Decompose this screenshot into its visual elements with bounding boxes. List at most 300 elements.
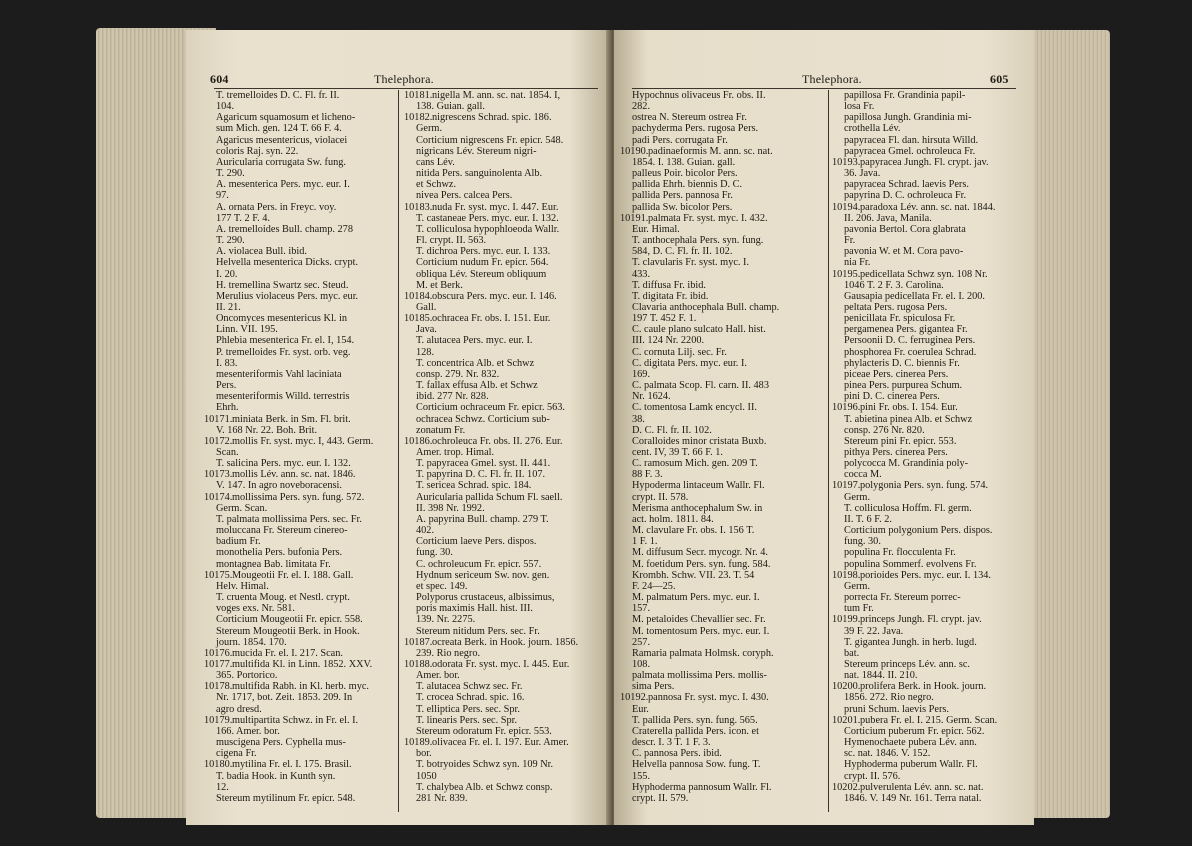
entry-text: ochracea Schwz. Corticium sub- bbox=[416, 413, 550, 425]
left-page bbox=[186, 30, 612, 825]
entry-text: populina Sommerf. evolvens Fr. bbox=[844, 558, 977, 570]
entry-text: T. alutacea Pers. myc. eur. I. bbox=[416, 335, 533, 347]
entry-text: 584, D. C. Fl. fr. II. 102. bbox=[632, 246, 733, 258]
entry-text: T. linearis Pers. sec. Spr. bbox=[416, 714, 518, 726]
entry-text: Corticium ochraceum Fr. epicr. 563. bbox=[416, 402, 565, 414]
entry-line bbox=[404, 793, 604, 804]
entry-line bbox=[404, 547, 604, 558]
entry-text: Corticium puberum Fr. epicr. 562. bbox=[844, 725, 985, 737]
entry-line bbox=[620, 480, 822, 491]
entry-text: Hydnum sericeum Sw. nov. gen. bbox=[416, 569, 550, 581]
entry-line bbox=[620, 726, 822, 737]
entry-text: nia Fr. bbox=[844, 257, 871, 269]
entry-line bbox=[404, 692, 604, 703]
entry-line bbox=[204, 637, 404, 648]
entry-line bbox=[204, 369, 404, 380]
entry-text: Agaricus mesentericus, violacei bbox=[216, 134, 348, 146]
entry-line bbox=[404, 469, 604, 480]
entry-text: peltata Pers. rugosa Pers. bbox=[844, 301, 948, 313]
entry-line bbox=[204, 726, 404, 737]
entry-line bbox=[404, 168, 604, 179]
entry-text: Coralloides minor cristata Buxb. bbox=[632, 435, 767, 447]
entry-line bbox=[620, 793, 822, 804]
entry-text: T. clavularis Fr. syst. myc. I. bbox=[632, 257, 750, 269]
entry-line bbox=[404, 480, 604, 491]
entry-text: Java. bbox=[416, 324, 437, 336]
entry-line bbox=[832, 670, 1032, 681]
entry-line bbox=[832, 626, 1032, 637]
entry-text: coloris Raj. syn. 22. bbox=[216, 145, 299, 157]
entry-line bbox=[404, 525, 604, 536]
entry-text: H. tremellina Swartz sec. Steud. bbox=[216, 279, 349, 291]
entry-text: 155. bbox=[632, 770, 651, 782]
entry-text: 402. bbox=[416, 525, 435, 537]
entry-line bbox=[832, 291, 1032, 302]
entry-text: palmata mollissima Pers. mollis- bbox=[632, 670, 767, 682]
entry-line bbox=[204, 559, 404, 570]
entry-text: obliqua Lév. Stereum obliquum bbox=[416, 268, 547, 280]
entry-line bbox=[620, 302, 822, 313]
entry-line bbox=[404, 190, 604, 201]
entry-text: pini Fr. obs. I. 154. Eur. bbox=[860, 402, 958, 414]
entry-number: 10187. bbox=[404, 636, 433, 648]
entry-text: T. cruenta Moug. et Nestl. crypt. bbox=[216, 592, 350, 604]
entry-number: 10179. bbox=[204, 714, 233, 726]
entry-line bbox=[832, 112, 1032, 123]
entry-text: 157. bbox=[632, 603, 651, 615]
entry-line bbox=[620, 112, 822, 123]
species-entry bbox=[832, 480, 1032, 491]
entry-line bbox=[204, 480, 404, 491]
entry-text: fung. 30. bbox=[416, 547, 453, 559]
entry-text: mucida Fr. el. I. 217. Scan. bbox=[232, 647, 343, 659]
entry-text: 281 Nr. 839. bbox=[416, 792, 468, 804]
entry-text: Pers. bbox=[216, 380, 237, 392]
species-entry bbox=[620, 213, 822, 224]
entry-line bbox=[620, 90, 822, 101]
entry-text: 1846. V. 149 Nr. 161. Terra natal. bbox=[844, 792, 982, 804]
entry-line bbox=[832, 146, 1032, 157]
entry-number: 10199. bbox=[832, 614, 861, 626]
entry-text: Polyporus crustaceus, albissimus, bbox=[416, 592, 555, 604]
entry-line bbox=[620, 670, 822, 681]
entry-text: multifida Rabh. in Kl. herb. myc. bbox=[232, 681, 369, 693]
species-entry bbox=[404, 291, 604, 302]
entry-line bbox=[832, 492, 1032, 503]
right-head-rule bbox=[632, 88, 1016, 89]
entry-number: 10200. bbox=[832, 681, 861, 693]
entry-text: Hypochnus olivaceus Fr. obs. II. bbox=[632, 90, 766, 101]
entry-line bbox=[832, 257, 1032, 268]
species-entry bbox=[404, 202, 604, 213]
entry-line bbox=[832, 280, 1032, 291]
entry-text: P. tremelloides Fr. syst. orb. veg. bbox=[216, 346, 351, 358]
entry-line bbox=[620, 648, 822, 659]
entry-line bbox=[404, 670, 604, 681]
entry-text: 12. bbox=[216, 781, 229, 793]
entry-line bbox=[204, 614, 404, 625]
entry-line bbox=[204, 302, 404, 313]
entry-line bbox=[620, 559, 822, 570]
entry-text: bor. bbox=[416, 748, 432, 760]
species-entry bbox=[832, 402, 1032, 413]
entry-text: F. 24—25. bbox=[632, 580, 676, 592]
entry-line bbox=[620, 771, 822, 782]
entry-text: 138. Guian. gall. bbox=[416, 101, 485, 113]
entry-number: 10196. bbox=[832, 402, 861, 414]
entry-text: cigena Fr. bbox=[216, 748, 257, 760]
entry-text: nivea Pers. calcea Pers. bbox=[416, 190, 513, 202]
entry-line bbox=[204, 90, 404, 101]
entry-line bbox=[404, 570, 604, 581]
entry-line bbox=[404, 726, 604, 737]
entry-number: 10184. bbox=[404, 290, 433, 302]
entry-line bbox=[832, 447, 1032, 458]
entry-text: T. diffusa Fr. ibid. bbox=[632, 279, 706, 291]
right-running-head: Thelephora. bbox=[802, 72, 862, 86]
entry-text: voges exs. Nr. 581. bbox=[216, 603, 295, 615]
entry-text: 39 F. 22. Java. bbox=[844, 625, 904, 637]
entry-line bbox=[832, 246, 1032, 257]
entry-line bbox=[204, 224, 404, 235]
entry-line bbox=[832, 603, 1032, 614]
entry-text: Ehrh. bbox=[216, 402, 239, 414]
entry-line bbox=[832, 771, 1032, 782]
entry-text: Clavaria anthocephala Bull. champ. bbox=[632, 301, 780, 313]
right-column-divider bbox=[828, 90, 829, 812]
entry-line bbox=[832, 637, 1032, 648]
entry-line bbox=[204, 358, 404, 369]
entry-text: et spec. 149. bbox=[416, 580, 468, 592]
entry-number: 10172. bbox=[204, 435, 233, 447]
species-entry bbox=[620, 692, 822, 703]
entry-line bbox=[832, 659, 1032, 670]
entry-line bbox=[204, 335, 404, 346]
entry-number: 10171. bbox=[204, 413, 233, 425]
entry-line bbox=[620, 101, 822, 112]
entry-line bbox=[620, 525, 822, 536]
entry-line bbox=[204, 581, 404, 592]
entry-line bbox=[832, 179, 1032, 190]
entry-text: V. 147. In agro noveboracensi. bbox=[216, 480, 342, 492]
entry-line bbox=[404, 391, 604, 402]
species-entry bbox=[832, 715, 1032, 726]
entry-line bbox=[620, 425, 822, 436]
species-entry bbox=[204, 759, 404, 770]
entry-line bbox=[204, 547, 404, 558]
entry-number: 10201. bbox=[832, 714, 861, 726]
species-entry bbox=[832, 202, 1032, 213]
species-entry bbox=[832, 570, 1032, 581]
species-entry bbox=[404, 112, 604, 123]
entry-text: mollis Fr. syst. myc. I, 443. Germ. bbox=[232, 435, 374, 447]
entry-line bbox=[620, 190, 822, 201]
species-entry bbox=[404, 637, 604, 648]
entry-text: M. palmatum Pers. myc. eur. I. bbox=[632, 592, 760, 604]
entry-text: T. sericea Schrad. spic. 184. bbox=[416, 480, 532, 492]
entry-line bbox=[204, 257, 404, 268]
entry-text: papyracea Gmel. ochroleuca Fr. bbox=[844, 145, 976, 157]
entry-text: padinaeformis M. ann. sc. nat. bbox=[648, 145, 773, 157]
entry-line bbox=[620, 380, 822, 391]
entry-text: pavonia Bertol. Cora glabrata bbox=[844, 223, 966, 235]
species-entry bbox=[832, 614, 1032, 625]
entry-line bbox=[620, 637, 822, 648]
entry-text: C. ramosum Mich. gen. 209 T. bbox=[632, 458, 758, 470]
entry-number: 10189. bbox=[404, 737, 433, 749]
entry-line bbox=[404, 536, 604, 547]
entry-line bbox=[404, 335, 604, 346]
entry-line bbox=[404, 280, 604, 291]
entry-text: Auricularia pallida Schum Fl. saell. bbox=[416, 491, 563, 503]
entry-text: prolifera Berk. in Hook. journ. bbox=[860, 681, 987, 693]
species-entry bbox=[832, 157, 1032, 168]
entry-text: I. 20. bbox=[216, 268, 238, 280]
entry-text: Persoonii D. C. ferruginea Pers. bbox=[844, 335, 976, 347]
entry-text: papyracea Fl. dan. hirsuta Willd. bbox=[844, 134, 979, 146]
entry-line bbox=[620, 704, 822, 715]
entry-line bbox=[204, 525, 404, 536]
entry-text: T. badia Hook. in Kunth syn. bbox=[216, 770, 336, 782]
entry-line bbox=[204, 425, 404, 436]
entry-text: Germ. bbox=[844, 580, 871, 592]
entry-line bbox=[204, 782, 404, 793]
entry-text: T. crocea Schrad. spic. 16. bbox=[416, 692, 525, 704]
entry-number: 10202. bbox=[832, 781, 861, 793]
entry-text: monothelia Pers. bufonia Pers. bbox=[216, 547, 343, 559]
entry-line bbox=[204, 347, 404, 358]
entry-text: T. palmata mollissima Pers. sec. Fr. bbox=[216, 513, 362, 525]
entry-line bbox=[620, 659, 822, 670]
entry-line bbox=[620, 458, 822, 469]
entry-text: crypt. II. 579. bbox=[632, 792, 689, 804]
entry-number: 10192. bbox=[620, 692, 649, 704]
entry-text: cocca M. bbox=[844, 469, 882, 481]
species-entry bbox=[404, 436, 604, 447]
species-entry bbox=[204, 648, 404, 659]
right-page bbox=[614, 30, 1034, 825]
entry-text: T. concentrica Alb. et Schwz bbox=[416, 357, 535, 369]
entry-text: consp. 279. Nr. 832. bbox=[416, 368, 500, 380]
entry-line bbox=[832, 737, 1032, 748]
entry-line bbox=[404, 269, 604, 280]
entry-line bbox=[832, 793, 1032, 804]
entry-line bbox=[204, 793, 404, 804]
entry-text: C. tomentosa Lamk encycl. II. bbox=[632, 402, 757, 414]
entry-line bbox=[620, 157, 822, 168]
entry-text: mollissima Pers. syn. fung. 572. bbox=[232, 491, 365, 503]
entry-number: 10178. bbox=[204, 681, 233, 693]
entry-line bbox=[620, 347, 822, 358]
entry-line bbox=[620, 123, 822, 134]
entry-text: pavonia W. et M. Cora pavo- bbox=[844, 246, 964, 258]
left-column-2 bbox=[404, 90, 604, 804]
entry-line bbox=[620, 391, 822, 402]
entry-text: tum Fr. bbox=[844, 603, 874, 615]
entry-text: pedicellata Schwz syn. 108 Nr. bbox=[860, 268, 988, 280]
entry-text: montagnea Bab. limitata Fr. bbox=[216, 558, 331, 570]
entry-text: A. papyrina Bull. champ. 279 T. bbox=[416, 513, 549, 525]
entry-text: T. dichroa Pers. myc. eur. I. 133. bbox=[416, 246, 551, 258]
entry-line bbox=[620, 626, 822, 637]
entry-line bbox=[404, 759, 604, 770]
entry-line bbox=[404, 358, 604, 369]
entry-line bbox=[204, 380, 404, 391]
entry-line bbox=[620, 492, 822, 503]
entry-text: T. abietina pinea Alb. et Schwz bbox=[844, 413, 973, 425]
entry-text: Stereum odoratum Fr. epicr. 553. bbox=[416, 725, 552, 737]
entry-text: T. 290. bbox=[216, 168, 245, 180]
entry-text: phosphorea Fr. coerulea Schrad. bbox=[844, 346, 977, 358]
entry-line bbox=[404, 514, 604, 525]
entry-line bbox=[832, 503, 1032, 514]
entry-text: consp. 276 Nr. 820. bbox=[844, 424, 925, 436]
entry-line bbox=[204, 514, 404, 525]
entry-text: polycocca M. Grandinia poly- bbox=[844, 458, 969, 470]
entry-text: pallida Pers. pannosa Fr. bbox=[632, 190, 733, 202]
entry-line bbox=[204, 603, 404, 614]
entry-text: papyracea Jungh. Fl. crypt. jav. bbox=[860, 156, 989, 168]
entry-line bbox=[404, 704, 604, 715]
entry-text: et Schwz. bbox=[416, 179, 457, 191]
entry-line bbox=[832, 90, 1032, 101]
entry-line bbox=[404, 603, 604, 614]
entry-text: 239. Rio negro. bbox=[416, 647, 481, 659]
species-entry bbox=[832, 782, 1032, 793]
entry-text: V. 168 Nr. 22. Boh. Brit. bbox=[216, 424, 318, 436]
entry-line bbox=[204, 168, 404, 179]
entry-text: Phlebia mesenterica Fr. el. I, 154. bbox=[216, 335, 355, 347]
entry-text: princeps Jungh. Fl. crypt. jav. bbox=[860, 614, 982, 626]
entry-text: 128. bbox=[416, 346, 435, 358]
entry-text: II. 398 Nr. 1992. bbox=[416, 502, 485, 514]
entry-line bbox=[204, 592, 404, 603]
entry-text: odorata Fr. syst. myc. I. 445. Eur. bbox=[432, 658, 570, 670]
entry-line bbox=[404, 347, 604, 358]
entry-text: M. petaloides Chevallier sec. Fr. bbox=[632, 614, 766, 626]
entry-text: 139. Nr. 2275. bbox=[416, 614, 476, 626]
entry-text: losa Fr. bbox=[844, 101, 875, 113]
entry-text: Eur. bbox=[632, 703, 649, 715]
entry-text: 108. bbox=[632, 658, 651, 670]
entry-text: crypt. II. 576. bbox=[844, 770, 901, 782]
entry-line bbox=[204, 692, 404, 703]
entry-line bbox=[620, 536, 822, 547]
entry-text: 257. bbox=[632, 636, 651, 648]
entry-line bbox=[204, 123, 404, 134]
entry-text: C. caule plano sulcato Hall. hist. bbox=[632, 324, 766, 336]
entry-line bbox=[204, 391, 404, 402]
entry-text: D. C. Fl. fr. II. 102. bbox=[632, 424, 712, 436]
entry-text: multifida Kl. in Linn. 1852. XXV. bbox=[232, 658, 373, 670]
entry-line bbox=[832, 592, 1032, 603]
entry-text: Helvella mesenterica Dicks. crypt. bbox=[216, 257, 359, 269]
entry-line bbox=[204, 246, 404, 257]
entry-line bbox=[620, 179, 822, 190]
entry-text: 88 F. 3. bbox=[632, 469, 663, 481]
entry-text: Nr. 1624. bbox=[632, 391, 671, 403]
entry-text: Agaricum squamosum et licheno- bbox=[216, 112, 356, 124]
entry-line bbox=[404, 324, 604, 335]
entry-text: T. papyracea Gmel. syst. II. 441. bbox=[416, 458, 551, 470]
entry-text: pachyderma Pers. rugosa Pers. bbox=[632, 123, 759, 135]
entry-text: muscigena Pers. Cyphella mus- bbox=[216, 737, 346, 749]
entry-text: C. pannosa Pers. ibid. bbox=[632, 748, 722, 760]
entry-line bbox=[620, 748, 822, 759]
entry-line bbox=[832, 324, 1032, 335]
entry-text: Hymenochaete pubera Lév. ann. bbox=[844, 737, 977, 749]
entry-text: Fr. bbox=[844, 235, 856, 247]
entry-line bbox=[832, 759, 1032, 770]
entry-line bbox=[620, 168, 822, 179]
entry-line bbox=[620, 280, 822, 291]
entry-text: cans Lév. bbox=[416, 156, 455, 168]
entry-text: Corticium Mougeotii Fr. epicr. 558. bbox=[216, 614, 363, 626]
entry-text: bat. bbox=[844, 647, 860, 659]
entry-line bbox=[204, 179, 404, 190]
entry-text: Auricularia corrugata Sw. fung. bbox=[216, 156, 346, 168]
entry-line bbox=[620, 570, 822, 581]
entry-line bbox=[832, 380, 1032, 391]
entry-text: 197 T. 452 F. 1. bbox=[632, 313, 697, 325]
species-entry bbox=[404, 313, 604, 324]
species-entry bbox=[204, 469, 404, 480]
entry-number: 10175. bbox=[204, 569, 233, 581]
entry-text: T. pallida Pers. syn. fung. 565. bbox=[632, 714, 758, 726]
entry-line bbox=[404, 614, 604, 625]
entry-text: cent. IV, 39 T. 66 F. 1. bbox=[632, 447, 723, 458]
entry-text: Germ. bbox=[416, 123, 443, 135]
entry-text: pinea Pers. purpurea Schum. bbox=[844, 380, 963, 392]
entry-line bbox=[620, 503, 822, 514]
entry-line bbox=[404, 123, 604, 134]
entry-line bbox=[404, 458, 604, 469]
entry-line bbox=[620, 313, 822, 324]
entry-line bbox=[620, 681, 822, 692]
entry-line bbox=[832, 692, 1032, 703]
entry-text: Gall. bbox=[416, 301, 437, 313]
entry-line bbox=[204, 771, 404, 782]
entry-text: 1 F. 1. bbox=[632, 536, 658, 548]
entry-line bbox=[832, 190, 1032, 201]
entry-line bbox=[832, 369, 1032, 380]
entry-text: Helvella pannosa Sow. fung. T. bbox=[632, 759, 761, 771]
entry-line bbox=[620, 447, 822, 458]
entry-text: Amer. trop. Himal. bbox=[416, 447, 495, 458]
entry-text: nigricans Lév. Stereum nigri- bbox=[416, 145, 537, 157]
entry-line bbox=[620, 269, 822, 280]
entry-text: T. tremelloides D. C. Fl. fr. II. bbox=[216, 90, 340, 101]
entry-line bbox=[404, 146, 604, 157]
entry-line bbox=[204, 280, 404, 291]
entry-text: crothella Lév. bbox=[844, 123, 901, 135]
entry-text: Germ. bbox=[844, 491, 871, 503]
entry-line bbox=[204, 112, 404, 123]
entry-line bbox=[404, 157, 604, 168]
entry-text: nigrescens Schrad. spic. 186. bbox=[432, 112, 552, 124]
entry-text: 433. bbox=[632, 268, 651, 280]
entry-line bbox=[620, 135, 822, 146]
entry-line bbox=[204, 135, 404, 146]
entry-line bbox=[832, 101, 1032, 112]
entry-text: Oncomyces mesentericus Kl. in bbox=[216, 313, 347, 325]
entry-text: pruni Schum. laevis Pers. bbox=[844, 703, 949, 715]
entry-text: polygonia Pers. syn. fung. 574. bbox=[860, 480, 989, 492]
entry-number: 10185. bbox=[404, 313, 433, 325]
entry-text: T. colliculosa Hoffm. Fl. germ. bbox=[844, 502, 972, 514]
entry-line bbox=[620, 202, 822, 213]
entry-text: pallida Ehrh. biennis D. C. bbox=[632, 179, 743, 191]
